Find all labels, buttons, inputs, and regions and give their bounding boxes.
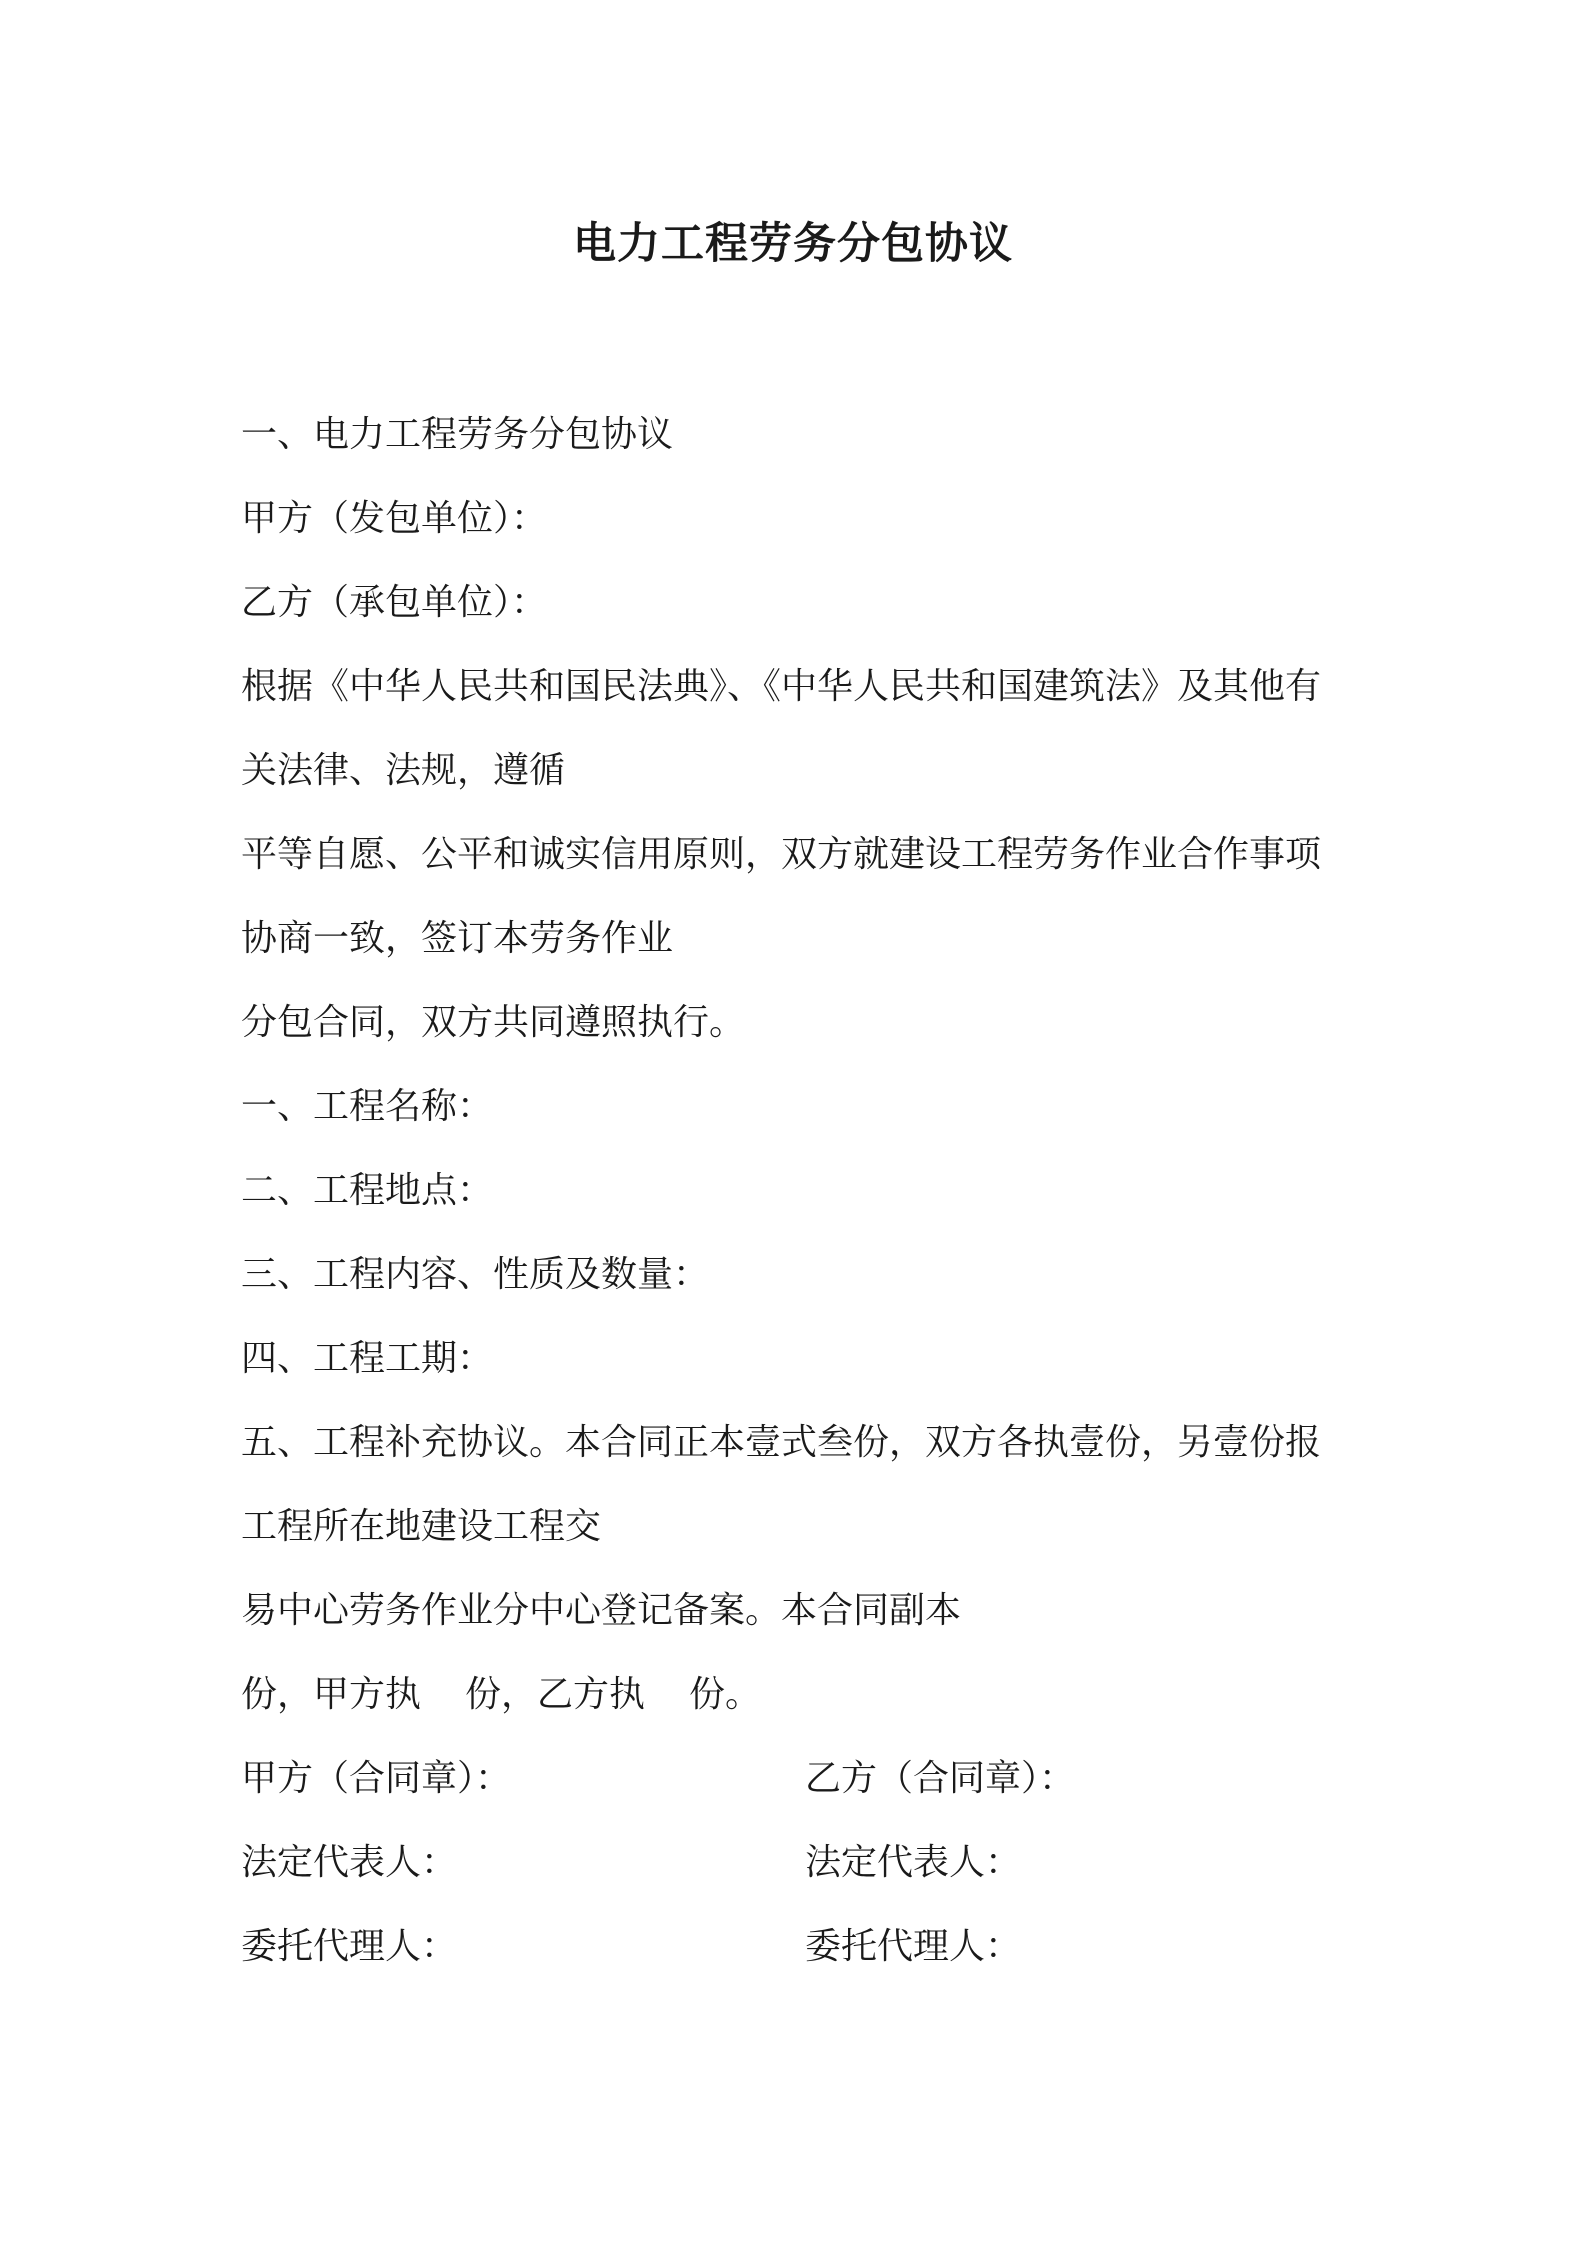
party-b-legal-rep: 法定代表人： — [805, 1842, 1022, 1883]
party-a-seal: 甲方（合同章）： — [241, 1758, 512, 1799]
preamble-line-5: 分包合同，双方共同遵照执行。 — [241, 1002, 746, 1043]
party-a-line: 甲方（发包单位）： — [241, 498, 548, 539]
party-b-agent: 委托代理人： — [805, 1926, 1022, 1967]
copies-text-2: 份，乙方执 — [465, 1674, 646, 1715]
clause-project-location: 二、工程地点： — [241, 1170, 494, 1211]
clause-supplement-line-1: 五、工程补充协议。本合同正本壹式叁份，双方各执壹份，另壹份报 — [241, 1422, 1322, 1463]
preamble-line-2: 关法律、法规，遵循 — [241, 750, 566, 791]
copies-line — [241, 1670, 761, 1720]
party-b-seal: 乙方（合同章）： — [805, 1758, 1076, 1799]
party-a-legal-rep: 法定代表人： — [241, 1842, 458, 1883]
preamble-line-4: 协商一致，签订本劳务作业 — [241, 918, 674, 959]
clause-supplement-line-3: 易中心劳务作业分中心登记备案。本合同副本 — [241, 1590, 962, 1631]
section-heading: 一、电力工程劳务分包协议 — [241, 414, 674, 455]
clause-project-name: 一、工程名称： — [241, 1086, 494, 1127]
party-b-line: 乙方（承包单位）： — [241, 582, 548, 623]
clause-project-duration: 四、工程工期： — [241, 1338, 494, 1379]
party-a-agent: 委托代理人： — [241, 1926, 458, 1967]
clause-project-content: 三、工程内容、性质及数量： — [241, 1254, 710, 1295]
copies-text-1: 份，甲方执 — [241, 1674, 422, 1715]
clause-supplement-line-2: 工程所在地建设工程交 — [241, 1506, 602, 1547]
document-title: 电力工程劳务分包协议 — [573, 219, 1013, 269]
preamble-line-3: 平等自愿、公平和诚实信用原则，双方就建设工程劳务作业合作事项 — [241, 834, 1322, 875]
copies-text-3: 份。 — [689, 1674, 762, 1715]
preamble-line-1: 根据《中华人民共和国民法典》、《中华人民共和国建筑法》及其他有 — [241, 666, 1322, 707]
